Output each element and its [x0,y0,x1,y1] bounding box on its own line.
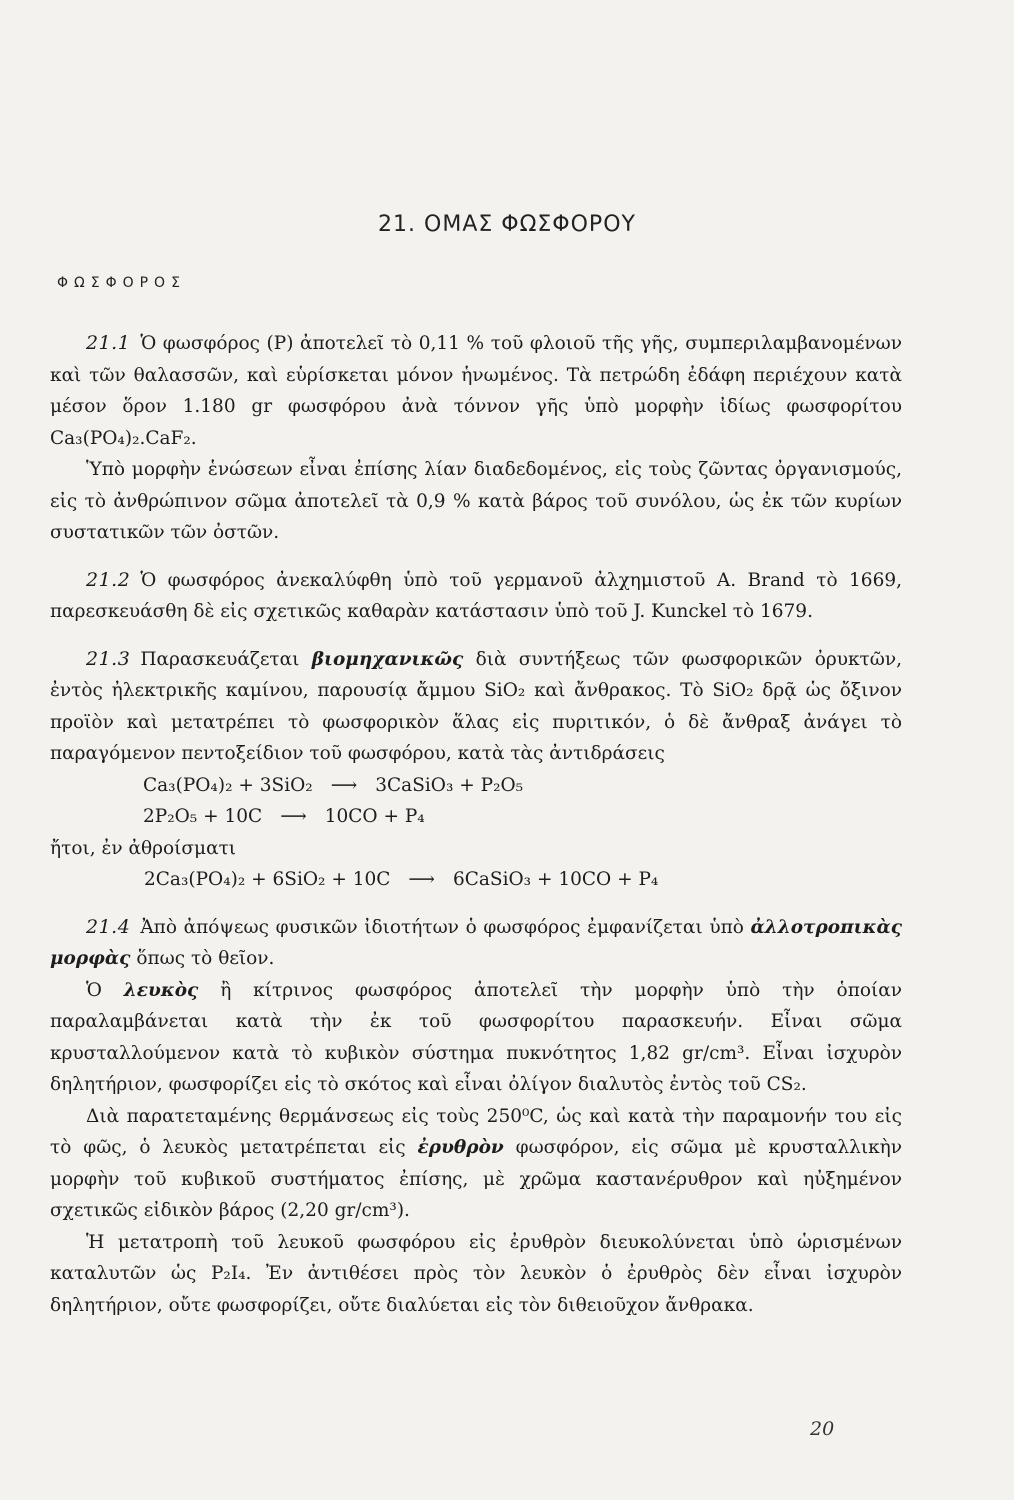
reaction-arrow: ⟶ [280,806,307,827]
section-number: 21.1 [86,332,131,354]
equation-right: 10CO + P₄ [324,806,425,827]
emphasis-text: λευκὸς [123,979,199,1001]
emphasis-text: ἐρυθρὸν [417,1137,504,1158]
paragraph-text: διὰ συντήξεως τῶν φωσφορικῶν ὀρυκτῶν, ἐντὸς ἠλεκτρικῆς καμίνου, παρουσίᾳ ἄμμου SiO₂ καὶ ἄνθρακος. Τὸ SiO₂ δρᾷ ὡς ὄξινον προϊὸν καὶ μετατρέπει τὸ φωσφορικὸν ἅλας εἰς πυριτικόν, ὁ δὲ ἄνθραξ ἀνάγει τὸ παραγόμενον πεντοξείδιον τοῦ φωσφόρου, κατὰ τὰς ἀντιδράσεις [50,648,902,764]
paragraph-text: Ὁ φωσφόρος ἀνεκαλύφθη ὑπὸ τοῦ γερμανοῦ ἀλχημιστοῦ A. Brand τὸ 1669, παρεσκευάσθη δὲ εἰς σχετικῶς καθαρὰν κατάστασιν ὑπὸ τοῦ J. Kunckel τὸ 1679. [50,569,902,622]
paragraph-text: Ὁ [86,979,124,1001]
section-heading: ΦΩΣΦΟΡΟΣ [57,275,186,291]
paragraph-text: ὅπως τὸ θεῖον. [130,948,275,969]
chemical-equation [143,770,902,802]
paragraph-text: Διὰ παρατεταμένης θερμάνσεως εἰς τοὺς 250⁰C, ὡς καὶ κατὰ τὴν παραμονήν του εἰς τὸ φῶς, ὁ λευκὸς μετατρέπεται εἰς [50,1105,902,1158]
chemical-equation [143,801,902,833]
paragraph-21-2 [50,565,902,628]
paragraph-21-1 [50,328,902,454]
paragraph-text: Ὑπὸ μορφὴν ἑνώσεων εἶναι ἐπίσης λίαν διαδεδομένος, εἰς τοὺς ζῶντας ὀργανισμούς, εἰς τὸ ἀνθρώπινον σῶμα ἀποτελεῖ τὰ 0,9 % κατὰ βάρος τοῦ συνόλου, ὡς ἐκ τῶν κυρίων συστατικῶν τῶν ὀστῶν. [50,459,902,543]
paragraph-text: Ἡ μετατροπὴ τοῦ λευκοῦ φωσφόρου εἰς ἐρυθρὸν διευκολύνεται ὑπὸ ὡρισμένων καταλυτῶν ὡς P₂I₄. Ἐν ἀντιθέσει πρὸς τὸν λευκὸν ὁ ἐρυθρὸς δὲν εἶναι ἰσχυρὸν δηλητήριον, οὔτε φωσφορίζει, οὔτε διαλύεται εἰς τὸν διθειοῦχον ἄνθρακα. [50,1231,902,1316]
section-number: 21.3 [86,647,131,670]
equation-right: 6CaSiO₃ + 10CO + P₄ [452,869,659,890]
paragraph-white-phosphorus [50,975,902,1101]
paragraph-text: ἢ κίτρινος φωσφόρος ἀποτελεῖ τὴν μορφὴν ὑπὸ τὴν ὁποίαν παραλαμβάνεται κατὰ τὴν ἐκ τοῦ φωσφορίτου παρασκευήν. Εἶναι σῶμα κρυσταλλούμενον κατὰ τὸ κυβικὸν σύστημα πυκνότητος 1,82 gr/cm³. Εἶναι ἰσχυρὸν δηλητήριον, φωσφορίζει εἰς τὸ σκότος καὶ εἶναι ὀλίγον διαλυτὸς ἐντὸς τοῦ CS₂. [50,979,902,1095]
equation-right: 3CaSiO₃ + P₂O₅ [375,774,524,796]
paragraph-text: φωσφόρον, εἰς σῶμα μὲ κρυσταλλικὴν μορφὴν τοῦ κυβικοῦ συστήματος ἐπίσης, μὲ χρῶμα καστανέρυθρον καὶ ηὐξημένον σχετικῶς εἰδικὸν βάρος (2,20 gr/cm³). [50,1137,902,1221]
reaction-arrow: ⟶ [330,774,358,796]
equation-left: 2P₂O₅ + 10C [143,806,263,827]
paragraph-text: ἤτοι, ἐν ἀθροίσματι [50,837,237,859]
paragraph-text: Ἀπὸ ἀπόψεως φυσικῶν ἰδιοτήτων ὁ φωσφόρος ἐμφανίζεται ὑπὸ [140,916,751,938]
paragraph-text: Ὁ φωσφόρος (P) ἀποτελεῖ τὸ 0,11 % τοῦ φλοιοῦ τῆς γῆς, συμπεριλαμβανομένων καὶ τῶν θαλασσῶν, καὶ εὑρίσκεται μόνον ἡνωμένος. Τὰ πετρώδη ἐδάφη περιέχουν κατὰ μέσον ὅρον 1.180 gr φωσφόρου ἀνὰ τόννον γῆς ὑπὸ μορφὴν ἰδίως φωσφορίτου [50,333,902,417]
paragraph-text: Παρασκευάζεται [140,648,312,670]
page-number: 20 [810,1418,835,1440]
equation-left: Ca₃(PO₄)₂ + 3SiO₂ [143,774,313,796]
paragraph-21-4 [50,912,902,975]
reaction-arrow: ⟶ [408,869,435,890]
chemical-equation [144,864,902,896]
page-body [50,328,902,1321]
emphasis-text: ἀλλοτροπικὰς μορφὰς [50,916,902,969]
equation-left: 2Ca₃(PO₄)₂ + 6SiO₂ + 10C [144,869,391,890]
paragraph-red-phosphorus [50,1101,902,1227]
chapter-title: 21. ΟΜΑΣ ΦΩΣΦΟΡΟΥ [378,212,636,237]
paragraph-21-3 [50,644,902,770]
section-number: 21.2 [86,568,131,591]
chemical-formula: Ca₃(PO₄)₂.CaF₂. [50,427,197,449]
emphasis-text: βιομηχανικῶς [311,648,464,670]
section-number: 21.4 [86,915,131,938]
